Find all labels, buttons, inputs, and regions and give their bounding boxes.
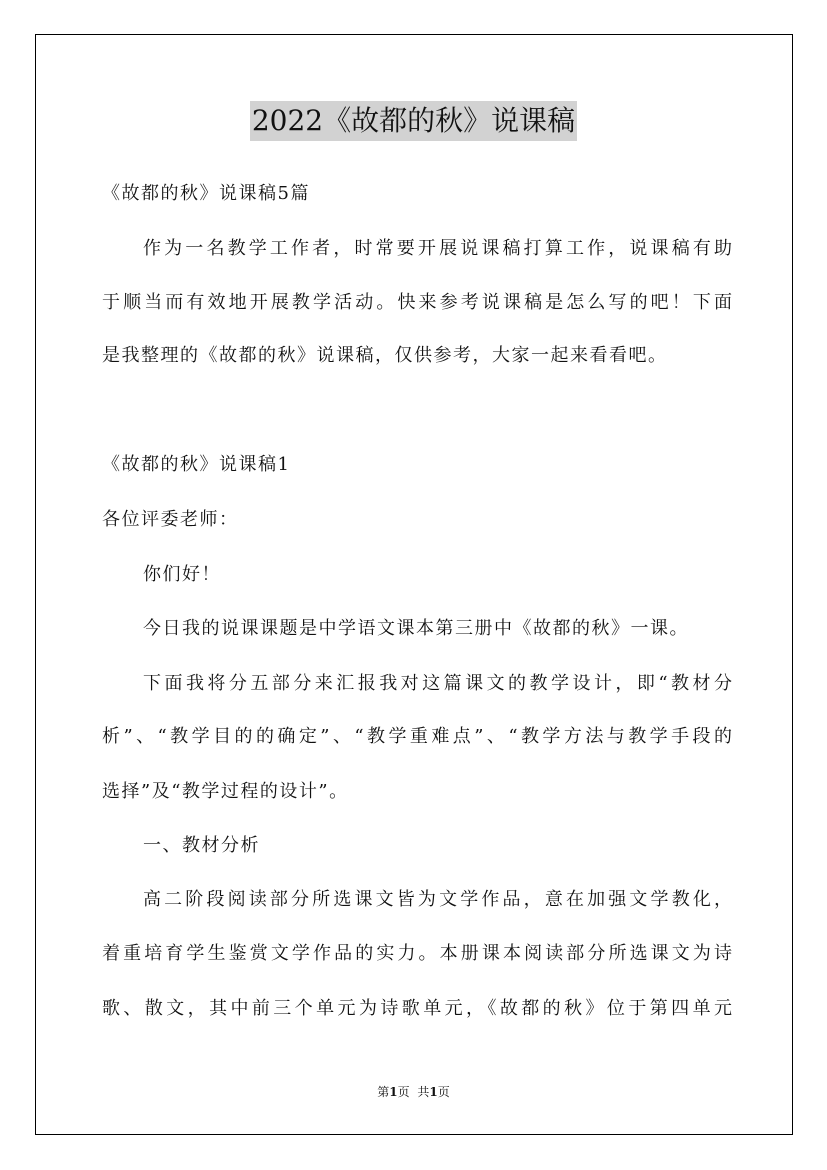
footer-page-unit: 页 <box>397 1085 410 1099</box>
footer-total-number: 1 <box>429 1085 438 1099</box>
section-heading: 《故都的秋》说课稿1 <box>102 454 291 475</box>
outline-line-1: 下面我将分五部分来汇报我对这篇课文的教学设计，即“教材分 <box>143 673 732 694</box>
intro-line-3: 是我整理的《故都的秋》说课稿，仅供参考，大家一起来看看吧。 <box>102 345 668 366</box>
outline-line-2: 析”、“教学目的的确定”、“教学重难点”、“教学方法与教学手段的 <box>102 726 732 747</box>
analysis-line-2: 着重培育学生鉴赏文学作品的实力。本册课本阅读部分所选课文为诗 <box>102 943 732 964</box>
intro-line-2: 于顺当而有效地开展教学活动。快来参考说课稿是怎么写的吧！下面 <box>102 292 732 313</box>
document-title: 2022《故都的秋》说课稿 <box>250 101 577 141</box>
subtitle: 《故都的秋》说课稿5篇 <box>102 183 310 204</box>
analysis-line-3: 歌、散文，其中前三个单元为诗歌单元，《故都的秋》位于第四单元 <box>102 998 732 1019</box>
greeting: 你们好！ <box>143 564 221 585</box>
footer-total-label: 共 <box>417 1085 430 1099</box>
footer-page-label: 第 <box>377 1085 390 1099</box>
footer-page-number: 1 <box>389 1085 398 1099</box>
title-container <box>0 101 827 141</box>
analysis-line-1: 高二阶段阅读部分所选课文皆为文学作品，意在加强文学教化， <box>143 889 732 910</box>
page-footer <box>0 1083 827 1101</box>
part-heading: 一、教材分析 <box>143 835 260 856</box>
intro-line-1: 作为一名教学工作者，时常要开展说课稿打算工作，说课稿有助 <box>143 238 732 259</box>
footer-total-unit: 页 <box>437 1085 450 1099</box>
salutation: 各位评委老师： <box>102 509 239 530</box>
outline-line-3: 选择”及“教学过程的设计”。 <box>102 781 349 802</box>
topic-line: 今日我的说课课题是中学语文课本第三册中《故都的秋》一课。 <box>143 618 689 639</box>
